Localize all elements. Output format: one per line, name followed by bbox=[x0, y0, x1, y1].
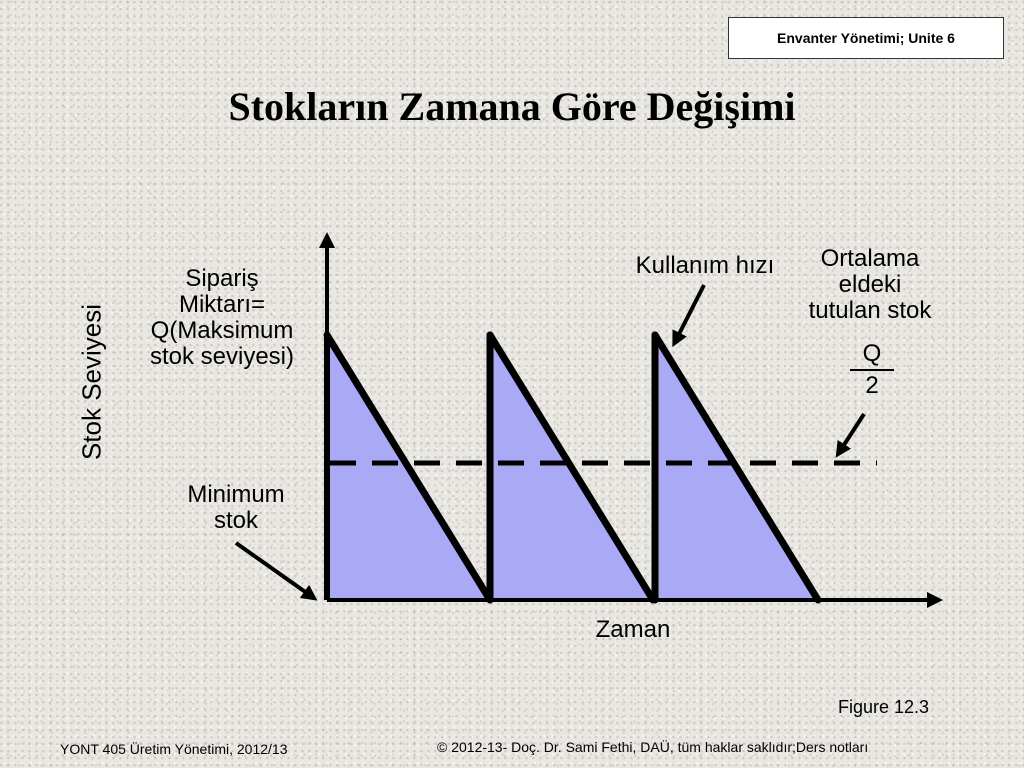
formula-denominator: 2 bbox=[865, 372, 879, 399]
footer-copyright: © 2012-13- Doç. Dr. Sami Fethi, DAÜ, tüm haklar saklıdır;Ders notları bbox=[437, 739, 869, 755]
formula-numerator: Q bbox=[862, 340, 882, 367]
unit-header-label: Envanter Yönetimi; Unite 6 bbox=[777, 30, 955, 46]
formula-bar bbox=[850, 369, 894, 371]
minimum-stock-label: Minimum stok bbox=[187, 481, 285, 534]
average-stock-label: Ortalama eldeki tutulan stok bbox=[808, 245, 932, 324]
minimum-stock-arrow bbox=[236, 543, 311, 596]
usage-rate-label: Kullanım hızı bbox=[635, 252, 775, 279]
x-axis-label: Zaman bbox=[595, 616, 671, 643]
figure-caption: Figure 12.3 bbox=[838, 697, 930, 717]
order-quantity-label: Sipariş Miktarı= Q(Maksimum stok seviyesi) bbox=[149, 265, 295, 370]
slide-title: Stokların Zamana Göre Değişimi bbox=[228, 84, 796, 129]
footer-course: YONT 405 Üretim Yönetimi, 2012/13 bbox=[60, 741, 288, 757]
average-stock-formula bbox=[850, 340, 894, 399]
average-stock-arrow bbox=[840, 414, 864, 451]
usage-rate-arrow bbox=[676, 285, 704, 340]
